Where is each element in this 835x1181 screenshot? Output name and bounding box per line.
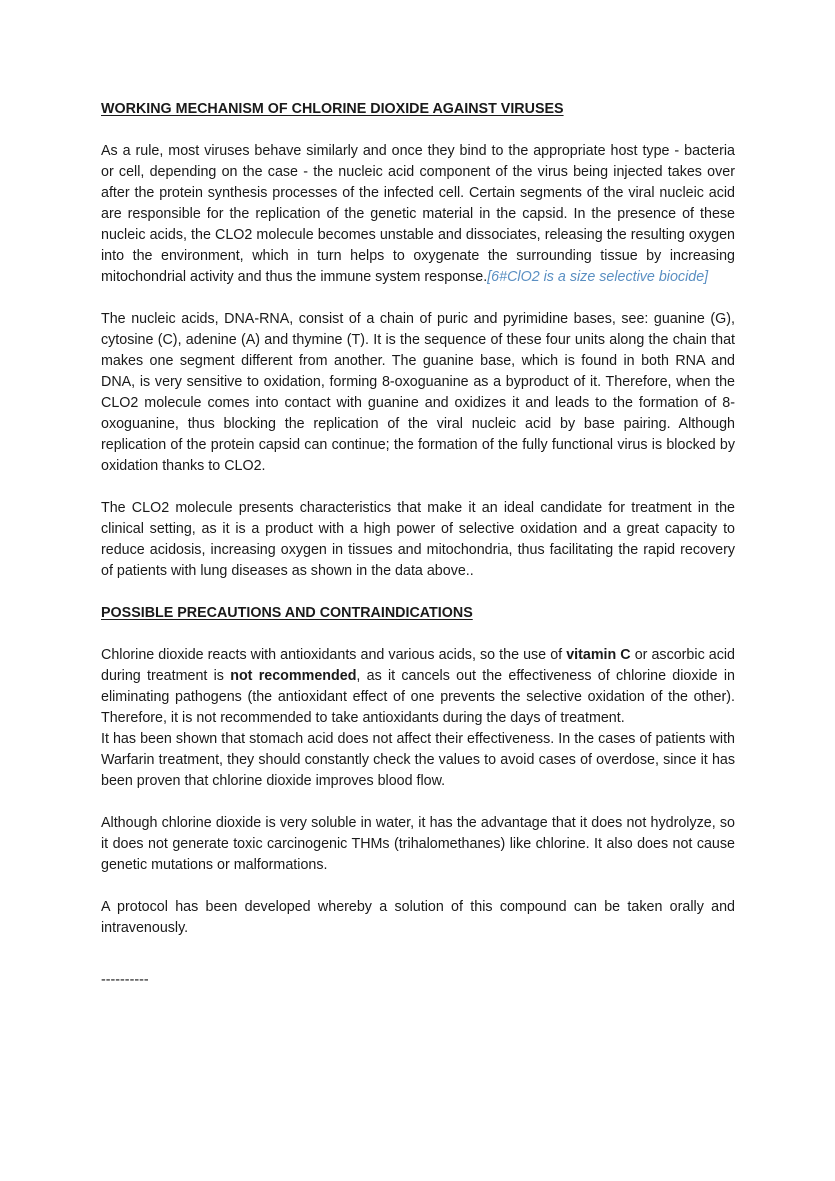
section-heading-mechanism: WORKING MECHANISM OF CHLORINE DIOXIDE AGAINST VIRUSES	[101, 101, 564, 117]
paragraph-mechanism-text: As a rule, most viruses behave similarly and once they bind to the appropriate host type - bacteria or cell, depending on the case - the nucleic acid component of the virus being injected takes over after the protein synthesis processes of the infected cell. Certain segments of the viral nucleic acid are responsible for the replication of the genetic material in the capsid. In the presence of these nucleic acids, the CLO2 molecule becomes unstable and dissociates, releasing the resulting oxygen into the environment, which in turn helps to oxygenate the surrounding tissue by increasing mitochondrial activity and thus the immune system response.	[101, 143, 735, 285]
separator-line: ----------	[101, 972, 149, 988]
paragraph-mechanism	[101, 141, 735, 288]
antioxidants-text-1: Chlorine dioxide reacts with antioxidants and various acids, so the use of	[101, 647, 567, 663]
paragraph-warfarin: It has been shown that stomach acid does not affect their effectiveness. In the cases of patients with Warfarin treatment, they should constantly check the values to avoid cases of overdose, since it has been proven that chlorine dioxide improves blood flow.	[101, 731, 735, 789]
antioxidants-text-2: or ascorbic acid during treatment is	[101, 647, 735, 684]
antioxidants-bold-not-recommended: not recommended	[230, 668, 357, 684]
antioxidants-text-3: , as it cancels out the effectiveness of chlorine dioxide in eliminating pathogens (the antioxidant effect of one prevents the selective oxidation of the other). Therefore, it is not recommended to take antioxidants during the days of treatment.	[101, 668, 735, 726]
paragraph-nucleic-acids: The nucleic acids, DNA-RNA, consist of a chain of puric and pyrimidine bases, see: guanine (G), cytosine (C), adenine (A) and thymine (T). It is the sequence of these four units along the chain that makes one segment different from another. The guanine base, which is found in both RNA and DNA, is very sensitive to oxidation, forming 8-oxoguanine as a byproduct of it. Therefore, when the CLO2 molecule comes into contact with guanine and oxidizes it and leads to the formation of 8-oxoguanine, thus blocking the replication of the viral nucleic acid by base pairing. Although replication of the protein capsid can continue; the formation of the fully functional virus is blocked by oxidation thanks to CLO2.	[101, 311, 735, 474]
paragraph-solubility: Although chlorine dioxide is very soluble in water, it has the advantage that it does not hydrolyze, so it does not generate toxic carcinogenic THMs (trihalomethanes) like chlorine. It also does not cause genetic mutations or malformations.	[101, 815, 735, 873]
paragraph-antioxidants	[101, 645, 735, 729]
paragraph-protocol: A protocol has been developed whereby a solution of this compound can be taken orally and intravenously.	[101, 899, 735, 936]
paragraph-clinical: The CLO2 molecule presents characteristics that make it an ideal candidate for treatment in the clinical setting, as it is a product with a high power of selective oxidation and a great capacity to reduce acidosis, increasing oxygen in tissues and mitochondria, thus facilitating the rapid recovery of patients with lung diseases as shown in the data above..	[101, 500, 735, 579]
document-page	[101, 99, 735, 991]
antioxidants-bold-vitamin-c: vitamin C	[566, 647, 631, 663]
reference-link[interactable]: [6#ClO2 is a size selective biocide]	[487, 269, 709, 285]
section-heading-precautions: POSSIBLE PRECAUTIONS AND CONTRAINDICATIONS	[101, 605, 473, 621]
